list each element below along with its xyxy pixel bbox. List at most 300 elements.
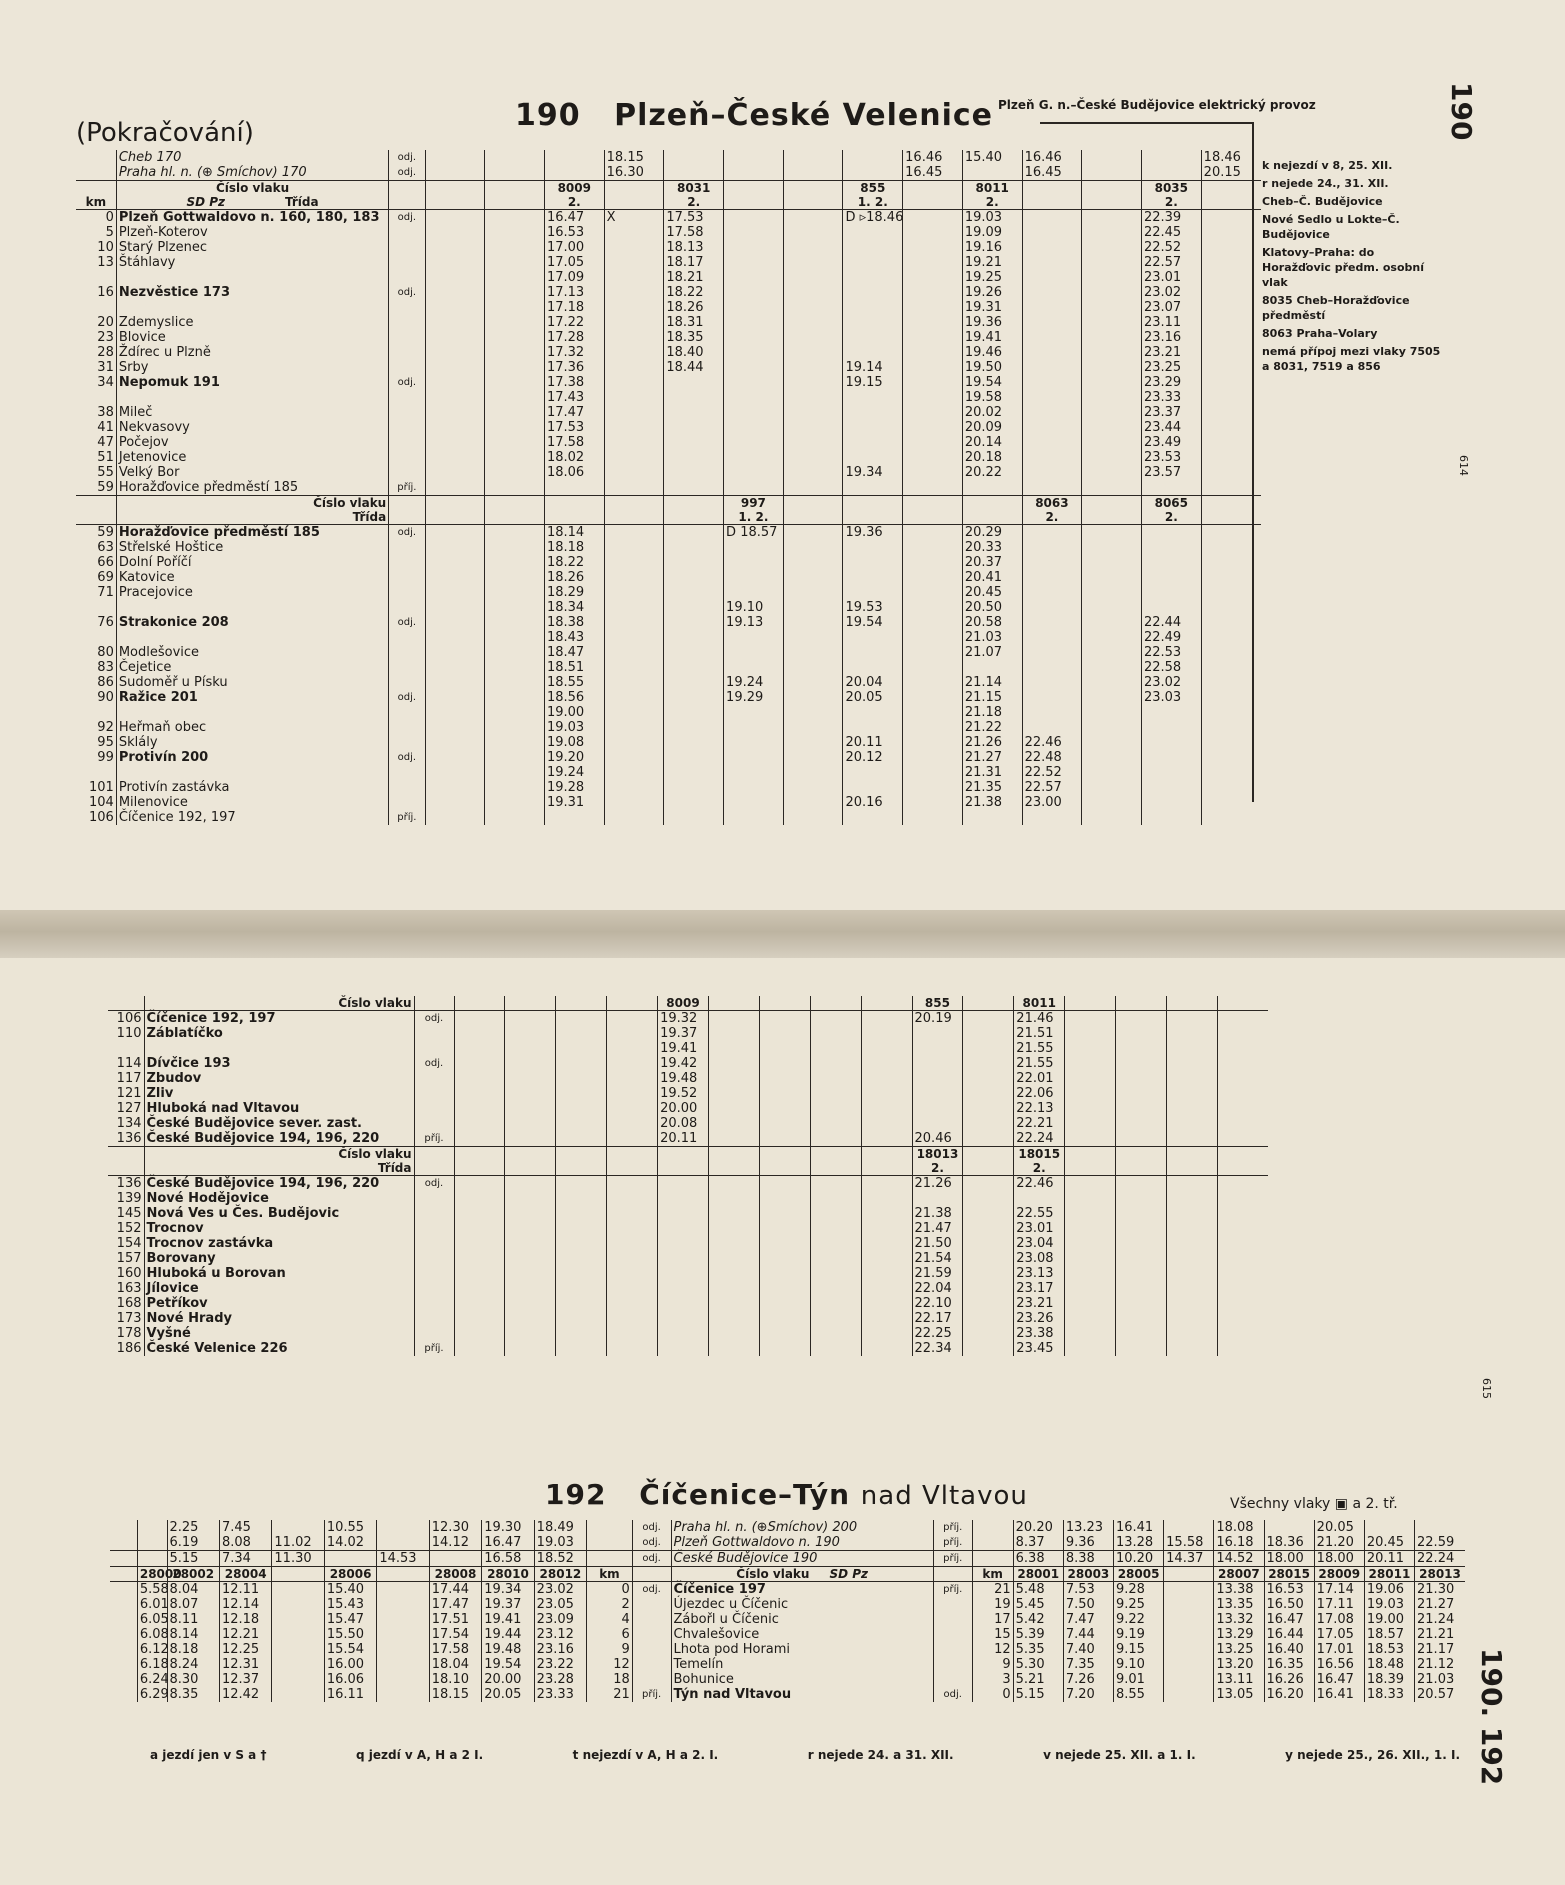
time-cell: [1022, 480, 1082, 496]
time-cell: [1217, 1131, 1268, 1147]
time-cell: [664, 810, 724, 825]
km-value: 136: [108, 1176, 144, 1192]
time-cell: [1217, 1221, 1268, 1236]
time-cell: [485, 480, 545, 496]
km-value: 4: [587, 1612, 633, 1627]
arr-dep-marker: [414, 1296, 454, 1311]
time-cell: [759, 1206, 810, 1221]
time-cell: 19.28: [544, 780, 604, 795]
time-cell: [1022, 600, 1082, 615]
time-cell: [903, 345, 963, 360]
time-cell: [903, 675, 963, 690]
train-number: 28015: [1264, 1567, 1314, 1582]
time-cell: [1065, 1326, 1116, 1341]
train-number: 18015: [1014, 1147, 1065, 1162]
time-cell: 23.02: [1141, 675, 1201, 690]
time-cell: 23.04: [1014, 1236, 1065, 1251]
time-cell: 23.25: [1141, 360, 1201, 375]
time-cell: [425, 480, 485, 496]
time-cell: 6.12: [137, 1642, 167, 1657]
time-cell: [1082, 525, 1142, 541]
train-class: [903, 510, 963, 525]
time-cell: 18.29: [544, 585, 604, 600]
time-cell: [810, 1281, 861, 1296]
station-name: Milenovice: [116, 795, 388, 810]
time-cell: [759, 1056, 810, 1071]
arr-dep-marker: odj.: [389, 690, 425, 705]
time-cell: [272, 1657, 324, 1672]
time-cell: [1217, 1071, 1268, 1086]
station-row: [108, 1236, 1268, 1251]
time-cell: [1065, 1056, 1116, 1071]
time-cell: 13.25: [1214, 1642, 1264, 1657]
km-value: 152: [116, 1221, 142, 1236]
time-cell: X: [604, 210, 664, 226]
time-cell: [604, 345, 664, 360]
time-cell: [903, 750, 963, 765]
station-row: [76, 330, 1261, 345]
time-cell: [664, 555, 724, 570]
time-cell: 7.53: [1063, 1582, 1113, 1598]
time-cell: [903, 315, 963, 330]
time-cell: 18.26: [664, 300, 724, 315]
km-value: 21: [587, 1687, 633, 1702]
time-cell: [843, 300, 903, 315]
train-number: [377, 1567, 429, 1582]
time-cell: [505, 1266, 556, 1281]
time-cell: [604, 705, 664, 720]
time-cell: 21.50: [912, 1236, 963, 1251]
time-cell: 20.11: [658, 1131, 709, 1147]
station-row: [76, 240, 1261, 255]
time-cell: 19.32: [658, 1011, 709, 1027]
time-cell: 21.30: [1415, 1582, 1465, 1598]
arr-dep-marker: [389, 360, 425, 375]
time-cell: [1065, 1176, 1116, 1192]
time-cell: [485, 360, 545, 375]
station-row: [76, 255, 1261, 270]
spacer: [389, 195, 425, 210]
time-cell: 5.39: [1013, 1627, 1063, 1642]
arr-dep-marker: [414, 1311, 454, 1326]
footnote: v nejede 25. XII. a 1. I.: [1043, 1748, 1196, 1762]
time-cell: 19.25: [962, 270, 1022, 285]
time-cell: [963, 1236, 1014, 1251]
station-row: [76, 390, 1261, 405]
time-cell: [1141, 555, 1201, 570]
time-cell: 18.22: [664, 285, 724, 300]
km-value: 59: [97, 480, 114, 495]
time-cell: 8.35: [167, 1687, 219, 1702]
time-cell: [861, 1176, 912, 1192]
time-cell: [505, 1011, 556, 1027]
time-cell: [963, 1116, 1014, 1131]
time-cell: [1141, 570, 1201, 585]
time-cell: [1065, 1311, 1116, 1326]
time-cell: [425, 735, 485, 750]
time-cell: 23.26: [1014, 1311, 1065, 1326]
time-cell: 16.30: [604, 165, 664, 181]
time-cell: [1082, 750, 1142, 765]
page-number-upper: 614: [1457, 455, 1470, 476]
time-cell: [1116, 1251, 1167, 1266]
time-cell: 16.47: [1314, 1672, 1364, 1687]
km-header: km: [587, 1567, 633, 1582]
connection-station: Praha hl. n. (⊕Smíchov) 200: [671, 1520, 933, 1535]
footnote: q jezdí v A, H a 2 I.: [355, 1748, 484, 1762]
time-cell: [1166, 1251, 1217, 1266]
time-cell: 22.57: [1141, 255, 1201, 270]
time-cell: [658, 1221, 709, 1236]
time-cell: 23.16: [1141, 330, 1201, 345]
arr-dep-marker: [414, 1236, 454, 1251]
km-value: 92: [97, 720, 114, 735]
sdpz-label: SD Pz: [186, 195, 226, 209]
time-cell: [783, 690, 843, 705]
km-value: 12: [972, 1642, 1013, 1657]
time-cell: [708, 1206, 759, 1221]
station-name: Ražice 201: [116, 690, 388, 705]
time-cell: [724, 810, 784, 825]
time-cell: [783, 450, 843, 465]
time-cell: [425, 420, 485, 435]
time-cell: [1022, 210, 1082, 226]
time-cell: 2.25: [167, 1520, 219, 1535]
time-cell: [425, 660, 485, 675]
timetable-192-route: Číčenice–Týn: [639, 1478, 851, 1511]
train-number: [1082, 496, 1142, 511]
time-cell: [724, 420, 784, 435]
time-cell: [485, 540, 545, 555]
timetable-190-upper: [76, 150, 1261, 825]
time-cell: [1166, 1236, 1217, 1251]
arr-dep-marker: odj.: [414, 1056, 454, 1071]
time-cell: [1141, 810, 1201, 825]
time-cell: [903, 795, 963, 810]
time-cell: 23.02: [534, 1582, 586, 1598]
time-cell: [1166, 1116, 1217, 1131]
arr-dep-marker: odj.: [414, 1011, 454, 1027]
km-value: 19: [972, 1597, 1013, 1612]
train-number-label: Číslo vlaku: [144, 1147, 414, 1162]
time-cell: [485, 225, 545, 240]
station-name: Číčenice 197: [671, 1582, 933, 1598]
time-cell: [1082, 780, 1142, 795]
time-cell: 21.24: [1415, 1612, 1465, 1627]
time-cell: [607, 1071, 658, 1086]
time-cell: [759, 1236, 810, 1251]
time-cell: [724, 375, 784, 390]
km-value: 83: [97, 660, 114, 675]
time-cell: [903, 225, 963, 240]
time-cell: [783, 705, 843, 720]
time-cell: [783, 645, 843, 660]
time-cell: 17.47: [544, 405, 604, 420]
time-cell: [963, 1101, 1014, 1116]
time-cell: [1082, 795, 1142, 810]
time-cell: [1141, 795, 1201, 810]
legend-item: r nejede 24., 31. XII.: [1262, 177, 1389, 190]
time-cell: [963, 1251, 1014, 1266]
time-cell: [664, 630, 724, 645]
time-cell: [912, 1071, 963, 1086]
time-cell: [1116, 1311, 1167, 1326]
time-cell: [377, 1535, 429, 1551]
train-class: [454, 1161, 505, 1176]
arr-dep-marker: [414, 1116, 454, 1131]
time-cell: [454, 1191, 505, 1206]
time-cell: [810, 1191, 861, 1206]
time-cell: [783, 675, 843, 690]
train-number: 997: [724, 496, 784, 511]
station-name: Mileč: [116, 405, 388, 420]
train-number-label: Číslo vlaku: [116, 181, 388, 196]
time-cell: [454, 1131, 505, 1147]
time-cell: [843, 390, 903, 405]
time-cell: 19.34: [843, 465, 903, 480]
time-cell: [1022, 255, 1082, 270]
arr-dep-marker: [414, 1041, 454, 1056]
spacer: [110, 1642, 137, 1657]
time-cell: [1022, 225, 1082, 240]
time-cell: 18.33: [1364, 1687, 1414, 1702]
time-cell: [1022, 285, 1082, 300]
time-cell: 20.20: [1013, 1520, 1063, 1535]
time-cell: [1141, 720, 1201, 735]
time-cell: 18.55: [544, 675, 604, 690]
time-cell: 17.58: [429, 1642, 481, 1657]
time-cell: [1164, 1597, 1214, 1612]
time-cell: [1141, 525, 1201, 541]
station-row: [76, 795, 1261, 810]
train-class: 2.: [1141, 195, 1201, 210]
time-cell: 19.31: [544, 795, 604, 810]
train-number-label: Číslo vlaku: [736, 1567, 810, 1581]
time-cell: [1166, 1086, 1217, 1101]
spacer: [972, 1551, 1013, 1567]
train-number: [544, 496, 604, 511]
time-cell: [664, 765, 724, 780]
time-cell: [425, 375, 485, 390]
time-cell: [861, 1026, 912, 1041]
class-label: Třída: [285, 195, 319, 209]
arr-dep-marker: [933, 1672, 972, 1687]
arr-dep-marker: [389, 600, 425, 615]
time-cell: [556, 1341, 607, 1356]
arr-dep-marker: [632, 1612, 671, 1627]
train-number: 855: [912, 996, 963, 1011]
time-cell: [505, 1191, 556, 1206]
time-cell: [903, 570, 963, 585]
time-cell: 22.53: [1141, 645, 1201, 660]
time-cell: [1082, 675, 1142, 690]
time-cell: [724, 150, 784, 165]
time-cell: [708, 1086, 759, 1101]
time-cell: 16.47: [544, 210, 604, 226]
time-cell: 23.57: [1141, 465, 1201, 480]
train-class: [556, 1161, 607, 1176]
km-value: 178: [116, 1326, 142, 1341]
time-cell: [604, 390, 664, 405]
time-cell: 18.00: [1314, 1551, 1364, 1567]
km-value: 136: [116, 1131, 142, 1146]
km-header: km: [972, 1567, 1013, 1582]
time-cell: [664, 435, 724, 450]
time-cell: [272, 1687, 324, 1702]
train-number: [903, 181, 963, 196]
time-cell: [664, 750, 724, 765]
time-cell: 18.47: [544, 645, 604, 660]
time-cell: [607, 1041, 658, 1056]
time-cell: 17.01: [1314, 1642, 1364, 1657]
station-name: Nekvasovy: [116, 420, 388, 435]
station-row: [76, 810, 1261, 825]
arr-dep-marker: [933, 1627, 972, 1642]
time-cell: [1065, 1086, 1116, 1101]
time-cell: 19.36: [843, 525, 903, 541]
time-cell: [272, 1672, 324, 1687]
km-value: 106: [108, 1011, 144, 1027]
time-cell: 8.24: [167, 1657, 219, 1672]
time-cell: [485, 795, 545, 810]
time-cell: [425, 645, 485, 660]
train-class: [604, 195, 664, 210]
arr-dep-marker: odj.: [389, 750, 425, 765]
time-cell: [454, 1221, 505, 1236]
time-cell: [607, 1236, 658, 1251]
train-class: [861, 1161, 912, 1176]
time-cell: [903, 645, 963, 660]
spacer: [110, 1672, 137, 1687]
time-cell: [962, 810, 1022, 825]
time-cell: [1065, 1266, 1116, 1281]
connection-station: Praha hl. n. (⊕ Smíchov) 170: [116, 165, 388, 181]
time-cell: 8.07: [167, 1597, 219, 1612]
time-cell: 5.15: [167, 1551, 219, 1567]
time-cell: [1116, 1296, 1167, 1311]
time-cell: [1082, 765, 1142, 780]
spacer: [389, 496, 425, 511]
time-cell: [912, 1026, 963, 1041]
train-number: 28008: [429, 1567, 481, 1582]
time-cell: [604, 420, 664, 435]
station-row: [76, 615, 1261, 630]
time-cell: 20.18: [962, 450, 1022, 465]
spacer: [587, 1535, 633, 1551]
station-row: [108, 1026, 1268, 1041]
time-cell: 22.04: [912, 1281, 963, 1296]
time-cell: [903, 600, 963, 615]
time-cell: 16.46: [903, 150, 963, 165]
train-class: 2.: [664, 195, 724, 210]
time-cell: [912, 1191, 963, 1206]
connection-row: [110, 1520, 1465, 1535]
train-number-label-cell: [671, 1567, 933, 1582]
legend: [1262, 158, 1442, 377]
time-cell: 16.40: [1264, 1642, 1314, 1657]
time-cell: 19.15: [843, 375, 903, 390]
time-cell: 22.06: [1014, 1086, 1065, 1101]
time-cell: [861, 1191, 912, 1206]
time-cell: [1116, 1266, 1167, 1281]
time-cell: 23.13: [1014, 1266, 1065, 1281]
time-cell: [556, 1086, 607, 1101]
time-cell: [783, 585, 843, 600]
continuation-label: (Pokračování): [76, 118, 254, 148]
time-cell: [1022, 390, 1082, 405]
time-cell: [454, 1311, 505, 1326]
time-cell: [607, 1176, 658, 1192]
km-value: [76, 705, 116, 720]
train-number: [1022, 181, 1082, 196]
station-name: Štáhlavy: [116, 255, 388, 270]
time-cell: 22.17: [912, 1311, 963, 1326]
time-cell: [425, 225, 485, 240]
time-cell: [1082, 660, 1142, 675]
time-cell: [810, 1086, 861, 1101]
time-cell: 23.00: [1022, 795, 1082, 810]
time-cell: 16.58: [482, 1551, 534, 1567]
train-number: 28004: [219, 1567, 271, 1582]
time-cell: [664, 420, 724, 435]
time-cell: 16.41: [1314, 1687, 1364, 1702]
timetable-192-note: Všechny vlaky ▣ a 2. tř.: [1230, 1496, 1398, 1512]
time-cell: [1116, 1041, 1167, 1056]
station-row: [76, 420, 1261, 435]
time-cell: [485, 240, 545, 255]
time-cell: [810, 1101, 861, 1116]
km-value: 34: [97, 375, 114, 390]
time-cell: [485, 390, 545, 405]
train-number: [505, 1147, 556, 1162]
time-cell: 12.30: [429, 1520, 481, 1535]
time-cell: [1164, 1657, 1214, 1672]
time-cell: 21.26: [962, 735, 1022, 750]
time-cell: [485, 345, 545, 360]
time-cell: [759, 1326, 810, 1341]
time-cell: 22.13: [1014, 1101, 1065, 1116]
time-cell: [759, 1266, 810, 1281]
station-row: [108, 1281, 1268, 1296]
station-row: [108, 1191, 1268, 1206]
km-value: 47: [97, 435, 114, 450]
time-cell: [1082, 585, 1142, 600]
time-cell: [783, 150, 843, 165]
time-cell: 19.00: [1364, 1612, 1414, 1627]
time-cell: 23.12: [534, 1627, 586, 1642]
time-cell: [505, 1251, 556, 1266]
time-cell: 16.47: [1264, 1612, 1314, 1627]
time-cell: [903, 375, 963, 390]
connection-row: [110, 1535, 1465, 1551]
time-cell: 19.24: [724, 675, 784, 690]
arr-dep-marker: odj.: [389, 615, 425, 630]
station-name: Hluboká nad Vltavou: [144, 1101, 414, 1116]
station-name: Jílovice: [144, 1281, 414, 1296]
time-cell: 19.34: [482, 1582, 534, 1598]
time-cell: 21.46: [1014, 1011, 1065, 1027]
km-value: 66: [97, 555, 114, 570]
time-cell: 18.06: [544, 465, 604, 480]
time-cell: [425, 600, 485, 615]
time-cell: [783, 720, 843, 735]
time-cell: [1116, 1071, 1167, 1086]
time-cell: 20.11: [1364, 1551, 1414, 1567]
time-cell: [783, 630, 843, 645]
station-row: [76, 225, 1261, 240]
connection-station: Cheb 170: [116, 150, 388, 165]
train-class: [843, 510, 903, 525]
